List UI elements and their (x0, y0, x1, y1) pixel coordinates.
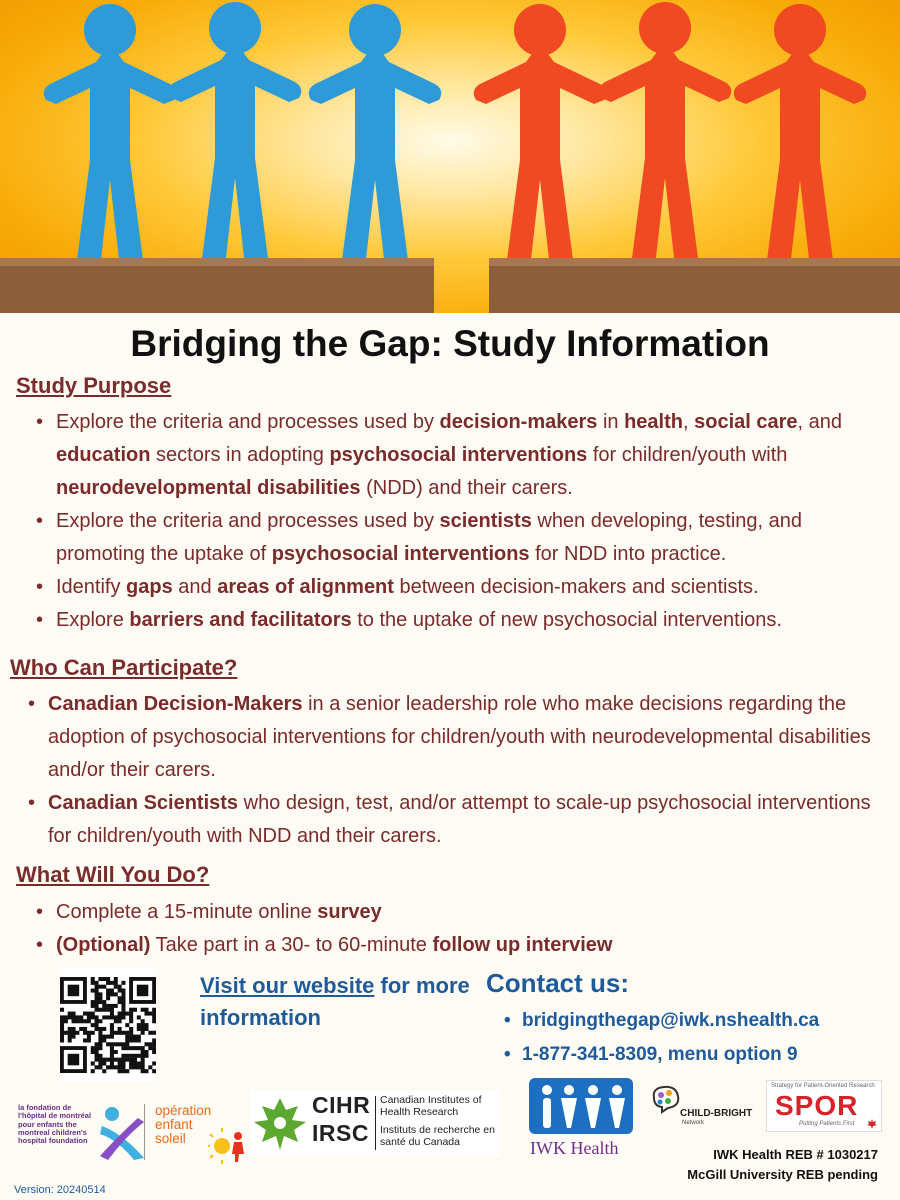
reb-info (687, 1145, 878, 1185)
spor-logo (766, 1080, 882, 1132)
purpose-bullet: • Explore the criteria and processes used by scientists when developing, testing, and promoting the uptake of psychosocial interventions for NDD into practice. (56, 505, 876, 571)
cihr-divider (375, 1096, 376, 1150)
cihr-name-fr: Instituts de recherche en santé du Canada (380, 1124, 495, 1148)
spor-wordmark: SPOR (775, 1090, 859, 1121)
what-will-you-do-heading: What Will You Do? (16, 862, 210, 887)
todo-bullet: • (Optional) Take part in a 30- to 60-minute follow up interview (56, 929, 876, 962)
purpose-bullet: • Identify gaps and areas of alignment between decision-makers and scientists. (56, 571, 876, 604)
child-bright-network: Network (682, 1120, 705, 1126)
left-cliff (0, 258, 434, 313)
qr-code-graphic (60, 968, 156, 1082)
qr-code[interactable] (60, 968, 156, 1082)
contact-list (522, 1004, 819, 1072)
fondation-x-icon (98, 1104, 148, 1162)
irsc-abbr-fr: IRSC (312, 1120, 369, 1146)
participate-bullet: • Canadian Decision-Makers in a senior leadership role who make decisions regarding the adoption of psychosocial interventions for children/youth with neurodevelopmental disabilities and/or their carers. (48, 688, 878, 787)
logo-divider (144, 1104, 145, 1160)
todo-bullet: • Complete a 15-minute online survey (56, 896, 876, 929)
who-can-participate-heading: Who Can Participate? (10, 655, 238, 680)
brain-icon (648, 1084, 682, 1114)
cihr-leaf-icon (252, 1096, 308, 1150)
cihr-name-en: Canadian Institutes of Health Research (380, 1094, 482, 1118)
fondation-logos (18, 1104, 248, 1164)
reb-mcgill: McGill University REB pending (687, 1167, 878, 1182)
participate-bullet: • Canadian Scientists who design, test, and/or attempt to scale-up psychosocial interventions for children/youth with NDD and their carers. (48, 787, 878, 853)
reb-iwk: IWK Health REB # 1030217 (713, 1147, 878, 1162)
iwk-health-logo (525, 1078, 637, 1162)
hero-image (0, 0, 900, 313)
todo-list (56, 896, 876, 962)
website-text (200, 970, 470, 1034)
blue-figures (44, 2, 442, 268)
study-purpose-heading: Study Purpose (16, 373, 172, 398)
right-cliff (489, 258, 900, 313)
operation-enfant-soleil-text: opération enfant soleil (155, 1103, 212, 1146)
contact-phone[interactable]: • 1-877-341-8309, menu option 9 (522, 1038, 819, 1072)
website-link[interactable]: Visit our website (200, 973, 375, 998)
purpose-bullet: • Explore barriers and facilitators to the uptake of new psychosocial interventions. (56, 604, 876, 637)
child-bright-text: CHILD-BRIGHT (680, 1108, 753, 1119)
child-bright-logo (648, 1084, 770, 1144)
contact-heading: Contact us: (486, 968, 629, 998)
website-rest: for more information (200, 973, 470, 1030)
cihr-abbr-en: CIHR (312, 1092, 371, 1118)
fondation-logo-text: la fondation de l'hôpital de montréal pour enfants the montreal children's hospital foundation (18, 1103, 92, 1146)
iwk-health-text: IWK Health (530, 1138, 619, 1158)
page-title: Bridging the Gap: Study Information (130, 323, 770, 364)
sun-child-icon (208, 1124, 248, 1164)
cihr-logo (250, 1090, 500, 1156)
maple-leaf-icon (867, 1119, 877, 1129)
study-purpose-list (56, 406, 876, 637)
purpose-bullet: • Explore the criteria and processes used by decision-makers in health, social care, and education sectors in adopting psychosocial interventions for children/youth with neurodevelopmental disabilities (NDD) and their carers. (56, 406, 876, 505)
paper-people-illustration (0, 0, 900, 313)
version-text: Version: 20240514 (14, 1184, 106, 1196)
participate-list (48, 688, 878, 853)
contact-email[interactable]: • bridgingthegap@iwk.nshealth.ca (522, 1004, 819, 1038)
iwk-figures-icon (525, 1078, 637, 1138)
spor-tagline: Strategy for Patient-Oriented Research (771, 1083, 875, 1089)
spor-slogan: Putting Patients First (799, 1121, 855, 1127)
orange-figures (474, 2, 867, 268)
